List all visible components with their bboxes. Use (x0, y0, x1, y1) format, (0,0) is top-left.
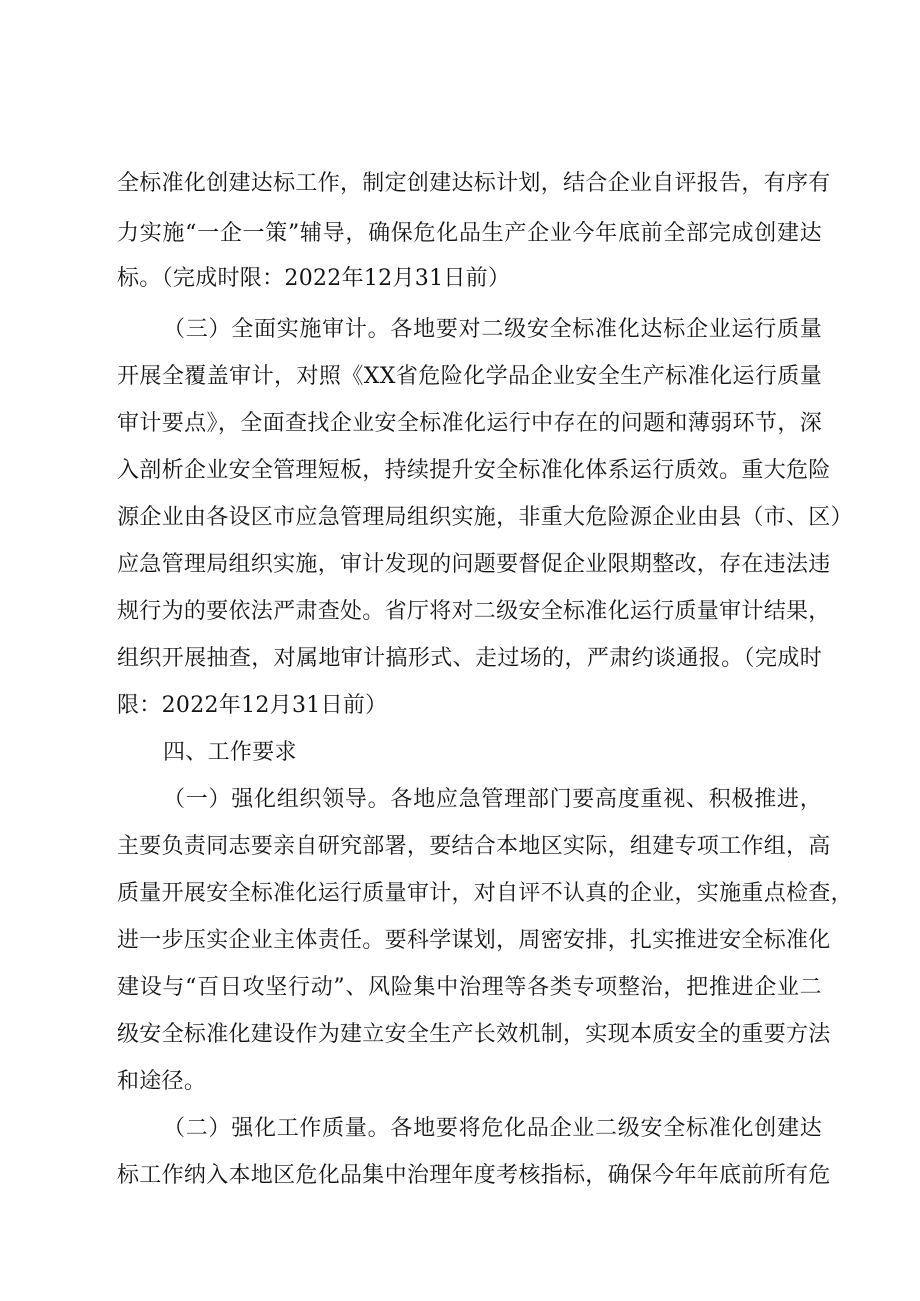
text-line: 应急管理局组织实施，审计发现的问题要督促企业限期整改，存在违法违 (117, 552, 831, 577)
text-line: 和途径。 (117, 1069, 207, 1094)
text-line: 主要负责同志要亲自研究部署，要结合本地区实际，组建专项工作组，高 (117, 834, 831, 859)
text-line: 标。（完成时限：2022年12月31日前） (117, 266, 511, 291)
section-heading: 四、工作要求 (163, 740, 297, 765)
paragraph-heading-two: （二）强化工作质量。各地要将危化品企业二级安全标准化创建达 (163, 1116, 822, 1141)
text-line: 入剖析企业安全管理短板，持续提升安全标准化体系运行质效。重大危险 (117, 458, 831, 483)
text-line: 全标准化创建达标工作，制定创建达标计划，结合企业自评报告，有序有 (117, 171, 831, 196)
text-line: 限：2022年12月31日前） (117, 693, 388, 718)
paragraph-heading-three: （三）全面实施审计。各地要对二级安全标准化达标企业运行质量 (163, 317, 822, 342)
text-line: 建设与“百日攻坚行动”、风险集中治理等各类专项整治，把推进企业二 (117, 975, 822, 1000)
text-line: 开展全覆盖审计，对照《XX省危险化学品企业安全生产标准化运行质量 (117, 364, 822, 389)
text-line: 力实施“一企一策”辅导，确保危化品生产企业今年底前全部完成创建达 (117, 221, 822, 246)
text-line: 进一步压实企业主体责任。要科学谋划，周密安排，扎实推进安全标准化 (117, 928, 831, 953)
text-line: 组织开展抽查，对属地审计搞形式、走过场的，严肃约谈通报。（完成时 (117, 646, 822, 671)
text-line: 质量开展安全标准化运行质量审计，对自评不认真的企业，实施重点检查， (117, 881, 853, 906)
text-line: 规行为的要依法严肃查处。省厅将对二级安全标准化运行质量审计结果， (117, 599, 831, 624)
paragraph-heading-one: （一）强化组织领导。各地应急管理部门要高度重视、积极推进， (163, 787, 822, 812)
text-line: 审计要点》，全面查找企业安全标准化运行中存在的问题和薄弱环节，深 (117, 411, 822, 436)
text-line: 源企业由各设区市应急管理局组织实施，非重大危险源企业由县（市、区） (117, 505, 853, 530)
text-line: 级安全标准化建设作为建立安全生产长效机制，实现本质安全的重要方法 (117, 1022, 831, 1047)
text-line: 标工作纳入本地区危化品集中治理年度考核指标，确保今年年底前所有危 (117, 1163, 831, 1188)
